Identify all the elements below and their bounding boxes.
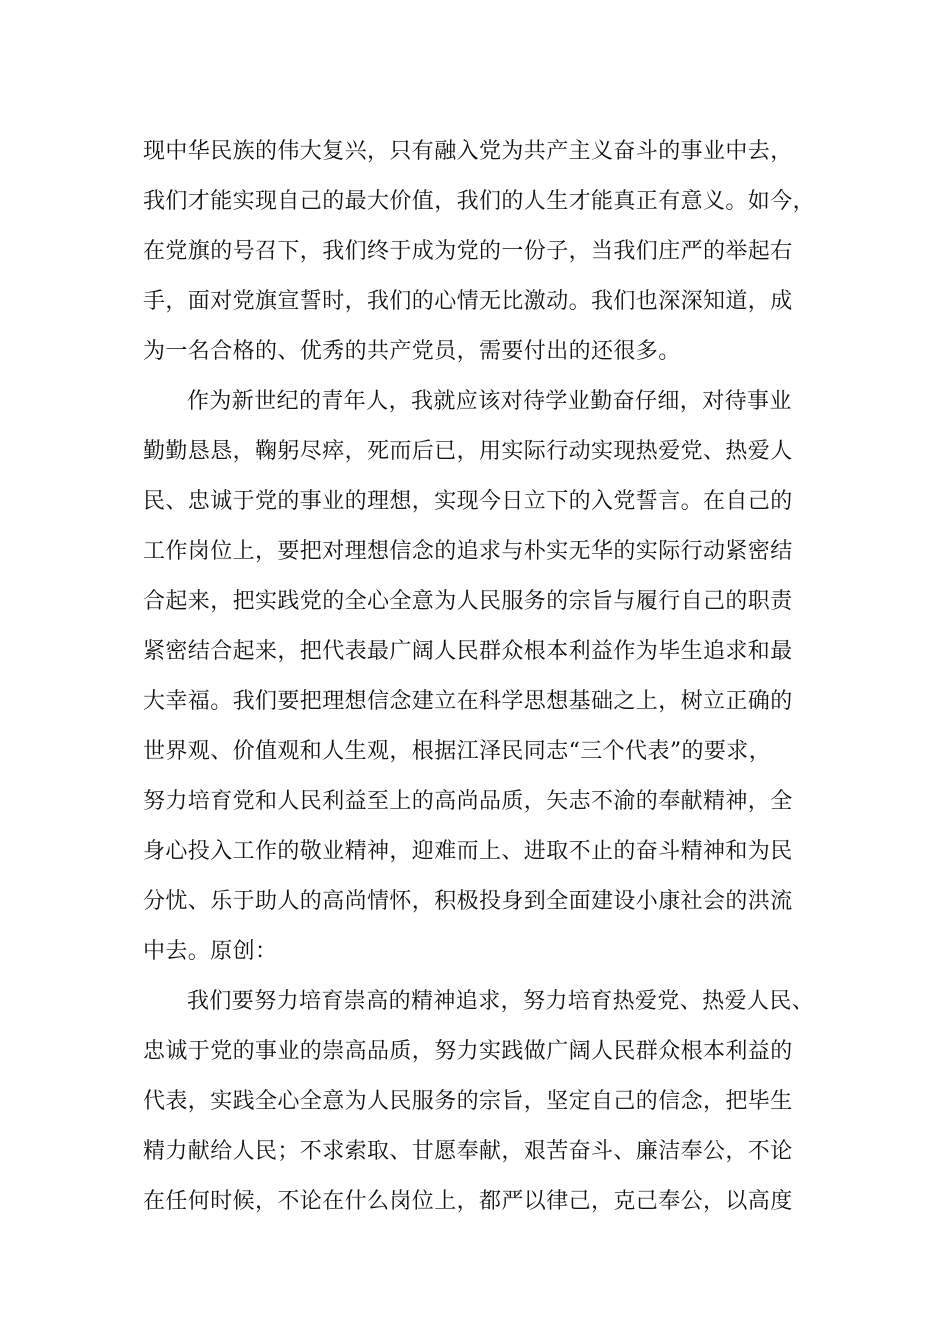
text-line: 身心投入工作的敬业精神，迎难而上、进取不止的奋斗精神和为民 <box>143 839 793 864</box>
text-line: 分忧、乐于助人的高尚情怀，积极投身到全面建设小康社会的洪流 <box>143 889 793 914</box>
text-line: 世界观、价值观和人生观，根据江泽民同志“三个代表”的要求， <box>143 739 772 764</box>
text-line: 民、忠诚于党的事业的理想，实现今日立下的入党誓言。在自己的 <box>143 489 793 514</box>
text-line: 在党旗的号召下，我们终于成为党的一份子，当我们庄严的举起右 <box>143 239 793 264</box>
text-line: 勤勤恳恳，鞠躬尽瘁，死而后已，用实际行动实现热爱党、热爱人 <box>143 439 793 464</box>
text-line: 工作岗位上，要把对理想信念的追求与朴实无华的实际行动紧密结 <box>143 539 793 564</box>
text-line: 中去。原创： <box>143 939 278 964</box>
text-line: 精力献给人民；不求索取、甘愿奉献，艰苦奋斗、廉洁奉公，不论 <box>143 1139 793 1164</box>
text-line: 忠诚于党的事业的崇高品质，努力实践做广阔人民群众根本利益的 <box>143 1039 793 1064</box>
text-line: 在任何时候，不论在什么岗位上，都严以律己，克己奉公，以高度 <box>143 1189 793 1214</box>
text-line: 我们才能实现自己的最大价值，我们的人生才能真正有意义。如今， <box>143 189 816 214</box>
paragraph-first-line: 作为新世纪的青年人，我就应该对待学业勤奋仔细，对待事业 <box>187 389 792 414</box>
document-body <box>143 127 843 1227</box>
text-line: 手，面对党旗宣誓时，我们的心情无比激动。我们也深深知道，成 <box>143 289 793 314</box>
text-line: 努力培育党和人民利益至上的高尚品质，矢志不渝的奉献精神，全 <box>143 789 793 814</box>
text-line: 合起来，把实践党的全心全意为人民服务的宗旨与履行自己的职责 <box>143 589 793 614</box>
text-line: 为一名合格的、优秀的共产党员，需要付出的还很多。 <box>143 339 681 364</box>
text-line: 大幸福。我们要把理想信念建立在科学思想基础之上，树立正确的 <box>143 689 793 714</box>
text-line: 代表，实践全心全意为人民服务的宗旨，坚定自己的信念，把毕生 <box>143 1089 793 1114</box>
text-line: 紧密结合起来，把代表最广阔人民群众根本利益作为毕生追求和最 <box>143 639 793 664</box>
paragraph-first-line: 我们要努力培育崇高的精神追求，努力培育热爱党、热爱人民、 <box>187 989 815 1014</box>
text-line: 现中华民族的伟大复兴，只有融入党为共产主义奋斗的事业中去， <box>143 139 793 164</box>
